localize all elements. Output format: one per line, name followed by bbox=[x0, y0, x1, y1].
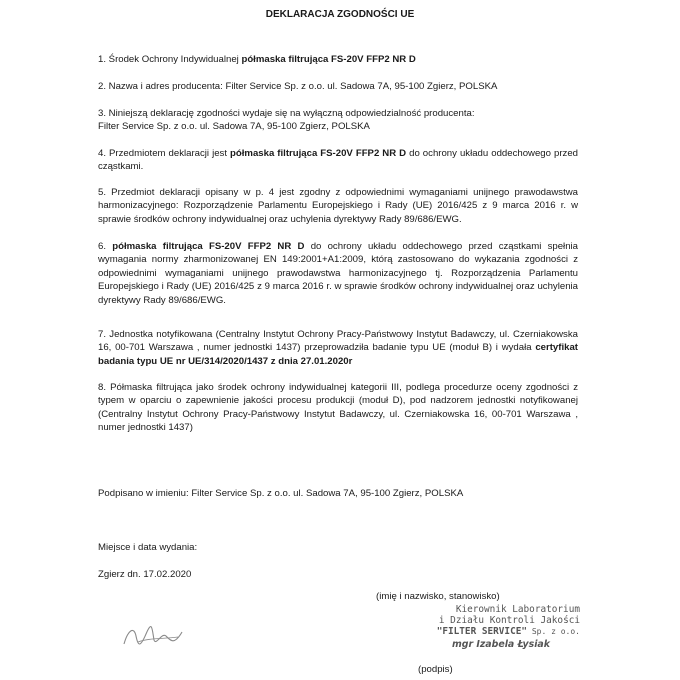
section-7-certificate: certyfikat badania typu UE nr UE/314/2020/1437 z dnia 27.01.2020r bbox=[98, 342, 578, 367]
stamp-line1: Kierownik Laboratorium bbox=[455, 604, 580, 615]
section-6-prefix: 6. bbox=[98, 241, 113, 252]
section-5: 5. Przedmiot deklaracji opisany w p. 4 jest zgodny z odpowiednimi wymaganiami unijnego prawodawstwa harmonizacyjnego: Rozporządzenie Parlamentu Europejskiego i Rady (UE) 2016/425 z 9 marca 2016 r. w sprawie środków ochrony indywidualnej oraz uchylenia dyrektywy Rady 89/686/EWG. bbox=[98, 187, 578, 225]
section-3-line1: 3. Niniejszą deklarację zgodności wydaje się na wyłączną odpowiedzialność producenta: bbox=[98, 108, 475, 119]
stamp-company-suffix: Sp. z o.o. bbox=[527, 627, 580, 636]
handwritten-signature bbox=[118, 622, 188, 652]
section-4-product: półmaska filtrująca FS-20V FFP2 NR D bbox=[230, 148, 407, 159]
section-2: 2. Nazwa i adres producenta: Filter Service Sp. z o.o. ul. Sadowa 7A, 95-100 Zgierz, POLSKA bbox=[98, 81, 498, 92]
section-1-product: półmaska filtrująca FS-20V FFP2 NR D bbox=[241, 54, 416, 65]
official-stamp bbox=[340, 584, 580, 664]
section-1-prefix: 1. Środek Ochrony Indywidualnej bbox=[98, 54, 242, 65]
section-7-text: 7. Jednostka notyfikowana (Centralny Instytut Ochrony Pracy-Państwowy Instytut Badawczy, ul. Czerniakowska 16, 00-701 Warszawa , numer jednostki 1437) przeprowadziła badanie typu UE (moduł B) i wydała bbox=[98, 329, 578, 354]
stamp-company: "FILTER SERVICE" bbox=[436, 626, 528, 637]
section-4-prefix: 4. Przedmiotem deklaracji jest bbox=[98, 148, 231, 159]
stamp-line2: i Działu Kontroli Jakości bbox=[438, 615, 580, 626]
name-position-label: (imię i nazwisko, stanowisko) bbox=[376, 591, 500, 602]
section-6-suffix: do ochrony układu oddechowego przed cząstkami spełnia wymagania normy zharmonizowanej EN 149:2001+A1:2009, którą zastosowano do wykazania zgodności z odpowiednimi wymaganiami unijnego prawodawstwa harmonizacyjnego tj. Rozporządzenia Parlamentu Europejskiego i Rady (UE) 2016/425 z 9 marca 2016 r. w sprawie środków ochrony indywidualnej oraz uchylenia dyrektywy Rady 89/686/EWG. bbox=[98, 241, 578, 306]
section-4 bbox=[98, 147, 578, 174]
place-date-label: Miejsce i data wydania: bbox=[98, 542, 198, 553]
stamp-company-line bbox=[340, 626, 580, 637]
section-6-product: półmaska filtrująca FS-20V FFP2 NR D bbox=[112, 241, 305, 252]
section-3 bbox=[98, 107, 578, 134]
document-title: DEKLARACJA ZGODNOŚCI UE bbox=[265, 9, 415, 20]
section-6 bbox=[98, 240, 578, 307]
section-8: 8. Półmaska filtrująca jako środek ochrony indywidualnej kategorii III, podlega procedurze oceny zgodności z typem w oparciu o zapewnienie jakości procesu produkcji (moduł D), pod nadzorem jednostki notyfikowanej (Centralny Instytut Ochrony Pracy-Państwowy Instytut Badawczy, ul. Czerniakowska 16, 00-701 Warszawa , numer jednostki 1437) bbox=[98, 382, 578, 434]
place-date-value: Zgierz dn. 17.02.2020 bbox=[98, 569, 192, 580]
section-4-suffix: do ochrony układu oddechowego przed cząstkami. bbox=[98, 148, 578, 173]
signed-on-behalf: Podpisano w imieniu: Filter Service Sp. z o.o. ul. Sadowa 7A, 95-100 Zgierz, POLSKA bbox=[98, 488, 464, 499]
section-7 bbox=[98, 328, 578, 368]
stamp-name: mgr Izabela Łysiak bbox=[451, 639, 550, 650]
signature-label: (podpis) bbox=[418, 664, 453, 675]
section-1 bbox=[98, 53, 578, 66]
section-3-line2: Filter Service Sp. z o.o. ul. Sadowa 7A, 95-100 Zgierz, POLSKA bbox=[98, 121, 370, 133]
